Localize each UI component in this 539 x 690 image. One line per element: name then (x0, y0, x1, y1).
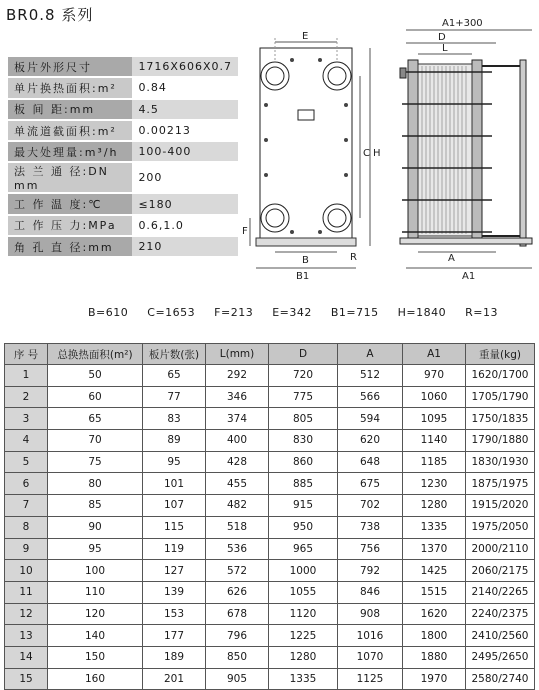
table-row (5, 603, 535, 625)
table-cell: 139 (143, 581, 206, 603)
table-cell: 860 (269, 451, 338, 473)
table-row (5, 408, 535, 430)
table-cell: 905 (206, 668, 269, 690)
table-cell: 150 (48, 646, 143, 668)
table-cell: 2060/2175 (466, 560, 535, 582)
table-cell: 127 (143, 560, 206, 582)
dim-a-label: A (448, 253, 455, 264)
spec-row (8, 193, 238, 214)
exchanger-drawing (242, 10, 534, 282)
table-cell: 594 (338, 408, 403, 430)
table-cell: 100 (48, 560, 143, 582)
parameter-line (88, 306, 513, 319)
table-cell: 1790/1880 (466, 430, 535, 452)
table-cell: 885 (269, 473, 338, 495)
dim-b1-label: B1 (296, 271, 310, 282)
table-cell: 1140 (403, 430, 466, 452)
spec-row (8, 99, 238, 120)
table-row (5, 451, 535, 473)
table-cell: 512 (338, 365, 403, 387)
table-cell: 89 (143, 430, 206, 452)
table-header-row (5, 344, 535, 365)
table-cell: 2580/2740 (466, 668, 535, 690)
table-cell: 678 (206, 603, 269, 625)
col-header: 重量(kg) (466, 344, 535, 365)
spec-label: 角 孔 直 径:mm (8, 236, 132, 257)
spec-value: 100-400 (132, 141, 238, 162)
table-cell: 970 (403, 365, 466, 387)
param-c: C=1653 (147, 306, 196, 319)
spec-value: 200 (132, 162, 238, 193)
table-cell: 13 (5, 625, 48, 647)
table-cell: 1016 (338, 625, 403, 647)
table-cell: 1070 (338, 646, 403, 668)
table-cell: 908 (338, 603, 403, 625)
table-cell: 75 (48, 451, 143, 473)
spec-row (8, 162, 238, 193)
spec-label: 工 作 压 力:MPa (8, 215, 132, 236)
dim-a1-label: A1 (462, 271, 476, 282)
table-cell: 70 (48, 430, 143, 452)
table-cell: 1705/1790 (466, 386, 535, 408)
table-cell: 720 (269, 365, 338, 387)
table-cell: 1370 (403, 538, 466, 560)
spec-value: 0.84 (132, 77, 238, 98)
table-cell: 738 (338, 516, 403, 538)
table-cell: 2140/2265 (466, 581, 535, 603)
dim-l-label: L (442, 43, 448, 54)
table-cell: 675 (338, 473, 403, 495)
table-cell: 77 (143, 386, 206, 408)
table-cell: 620 (338, 430, 403, 452)
table-cell: 1800 (403, 625, 466, 647)
col-header: A1 (403, 344, 466, 365)
table-cell: 1750/1835 (466, 408, 535, 430)
table-cell: 792 (338, 560, 403, 582)
table-cell: 1 (5, 365, 48, 387)
table-cell: 846 (338, 581, 403, 603)
table-cell: 1830/1930 (466, 451, 535, 473)
table-cell: 2000/2110 (466, 538, 535, 560)
spec-label: 单流道截面积:m² (8, 120, 132, 141)
table-cell: 1970 (403, 668, 466, 690)
dim-h-label: H (373, 148, 381, 159)
table-cell: 536 (206, 538, 269, 560)
table-cell: 119 (143, 538, 206, 560)
dim-r-label: R (350, 252, 357, 263)
page-title: BR0.8 系列 (6, 6, 94, 24)
table-row (5, 560, 535, 582)
table-cell: 566 (338, 386, 403, 408)
table-cell: 1225 (269, 625, 338, 647)
table-cell: 65 (143, 365, 206, 387)
table-cell: 5 (5, 451, 48, 473)
model-table (4, 343, 535, 690)
table-cell: 7 (5, 495, 48, 517)
table-row (5, 538, 535, 560)
table-cell: 10 (5, 560, 48, 582)
table-cell: 1335 (269, 668, 338, 690)
table-row (5, 668, 535, 690)
table-row (5, 473, 535, 495)
table-cell: 1620 (403, 603, 466, 625)
table-row (5, 646, 535, 668)
table-cell: 1875/1975 (466, 473, 535, 495)
table-cell: 1425 (403, 560, 466, 582)
spec-row (8, 215, 238, 236)
table-cell: 1120 (269, 603, 338, 625)
spec-label: 单片换热面积:m² (8, 77, 132, 98)
table-cell: 120 (48, 603, 143, 625)
spec-table (8, 57, 238, 258)
table-cell: 400 (206, 430, 269, 452)
table-cell: 3 (5, 408, 48, 430)
table-cell: 1280 (403, 495, 466, 517)
table-cell: 2240/2375 (466, 603, 535, 625)
side-view (400, 18, 532, 282)
table-cell: 2495/2650 (466, 646, 535, 668)
table-cell: 756 (338, 538, 403, 560)
table-cell: 1055 (269, 581, 338, 603)
table-row (5, 581, 535, 603)
table-row (5, 625, 535, 647)
spec-label: 板 间 距:mm (8, 99, 132, 120)
col-header: A (338, 344, 403, 365)
table-cell: 2410/2560 (466, 625, 535, 647)
col-header: 板片数(张) (143, 344, 206, 365)
table-cell: 83 (143, 408, 206, 430)
table-row (5, 430, 535, 452)
table-cell: 153 (143, 603, 206, 625)
table-cell: 1060 (403, 386, 466, 408)
table-cell: 110 (48, 581, 143, 603)
dim-f-label: F (242, 226, 248, 237)
table-cell: 14 (5, 646, 48, 668)
table-cell: 1620/1700 (466, 365, 535, 387)
table-cell: 428 (206, 451, 269, 473)
table-cell: 374 (206, 408, 269, 430)
table-row (5, 495, 535, 517)
table-cell: 830 (269, 430, 338, 452)
table-cell: 50 (48, 365, 143, 387)
table-cell: 1125 (338, 668, 403, 690)
table-cell: 15 (5, 668, 48, 690)
table-cell: 189 (143, 646, 206, 668)
table-cell: 518 (206, 516, 269, 538)
spec-label: 板片外形尺寸 (8, 57, 132, 77)
spec-row (8, 141, 238, 162)
table-cell: 1335 (403, 516, 466, 538)
table-cell: 1975/2050 (466, 516, 535, 538)
table-cell: 775 (269, 386, 338, 408)
table-cell: 292 (206, 365, 269, 387)
table-cell: 140 (48, 625, 143, 647)
spec-label: 工 作 温 度:℃ (8, 193, 132, 214)
dim-b-label: B (302, 255, 309, 266)
table-cell: 626 (206, 581, 269, 603)
param-b: B=610 (88, 306, 129, 319)
table-cell: 12 (5, 603, 48, 625)
param-h: H=1840 (397, 306, 447, 319)
table-cell: 11 (5, 581, 48, 603)
spec-label: 法 兰 通 径:DN mm (8, 162, 132, 193)
table-cell: 201 (143, 668, 206, 690)
table-cell: 160 (48, 668, 143, 690)
param-f: F=213 (214, 306, 254, 319)
param-r: R=13 (465, 306, 498, 319)
table-cell: 1185 (403, 451, 466, 473)
table-cell: 8 (5, 516, 48, 538)
spec-row (8, 57, 238, 77)
table-cell: 6 (5, 473, 48, 495)
table-cell: 65 (48, 408, 143, 430)
table-cell: 1880 (403, 646, 466, 668)
table-cell: 85 (48, 495, 143, 517)
spec-label: 最大处理量:m³/h (8, 141, 132, 162)
col-header: 总换热面积(m²) (48, 344, 143, 365)
table-cell: 915 (269, 495, 338, 517)
spec-value: 4.5 (132, 99, 238, 120)
param-e: E=342 (272, 306, 312, 319)
spec-value: 0.00213 (132, 120, 238, 141)
table-cell: 60 (48, 386, 143, 408)
table-cell: 455 (206, 473, 269, 495)
table-cell: 572 (206, 560, 269, 582)
dim-c-label: C (363, 148, 370, 159)
table-cell: 1280 (269, 646, 338, 668)
table-row (5, 365, 535, 387)
table-cell: 1095 (403, 408, 466, 430)
table-cell: 177 (143, 625, 206, 647)
table-cell: 4 (5, 430, 48, 452)
table-cell: 107 (143, 495, 206, 517)
table-cell: 850 (206, 646, 269, 668)
col-header: L(mm) (206, 344, 269, 365)
spec-value: ≤180 (132, 193, 238, 214)
table-cell: 965 (269, 538, 338, 560)
table-row (5, 516, 535, 538)
spec-row (8, 120, 238, 141)
table-cell: 346 (206, 386, 269, 408)
table-cell: 80 (48, 473, 143, 495)
spec-row (8, 236, 238, 257)
spec-row (8, 77, 238, 98)
table-cell: 101 (143, 473, 206, 495)
table-cell: 1000 (269, 560, 338, 582)
table-cell: 1515 (403, 581, 466, 603)
col-header: D (269, 344, 338, 365)
table-cell: 796 (206, 625, 269, 647)
spec-value: 0.6,1.0 (132, 215, 238, 236)
table-cell: 115 (143, 516, 206, 538)
spec-value: 1716X606X0.7 (132, 57, 238, 77)
table-cell: 950 (269, 516, 338, 538)
param-b1: B1=715 (330, 306, 379, 319)
table-cell: 482 (206, 495, 269, 517)
table-row (5, 386, 535, 408)
table-cell: 702 (338, 495, 403, 517)
col-header: 序 号 (5, 344, 48, 365)
spec-value: 210 (132, 236, 238, 257)
table-cell: 2 (5, 386, 48, 408)
table-cell: 95 (48, 538, 143, 560)
table-cell: 648 (338, 451, 403, 473)
table-cell: 90 (48, 516, 143, 538)
table-cell: 9 (5, 538, 48, 560)
table-cell: 95 (143, 451, 206, 473)
front-view (242, 31, 381, 282)
table-cell: 1915/2020 (466, 495, 535, 517)
table-cell: 805 (269, 408, 338, 430)
dim-d-label: D (438, 32, 446, 43)
table-cell: 1230 (403, 473, 466, 495)
dim-a1-300-label: A1+300 (442, 18, 483, 29)
dim-e-label: E (302, 31, 309, 42)
